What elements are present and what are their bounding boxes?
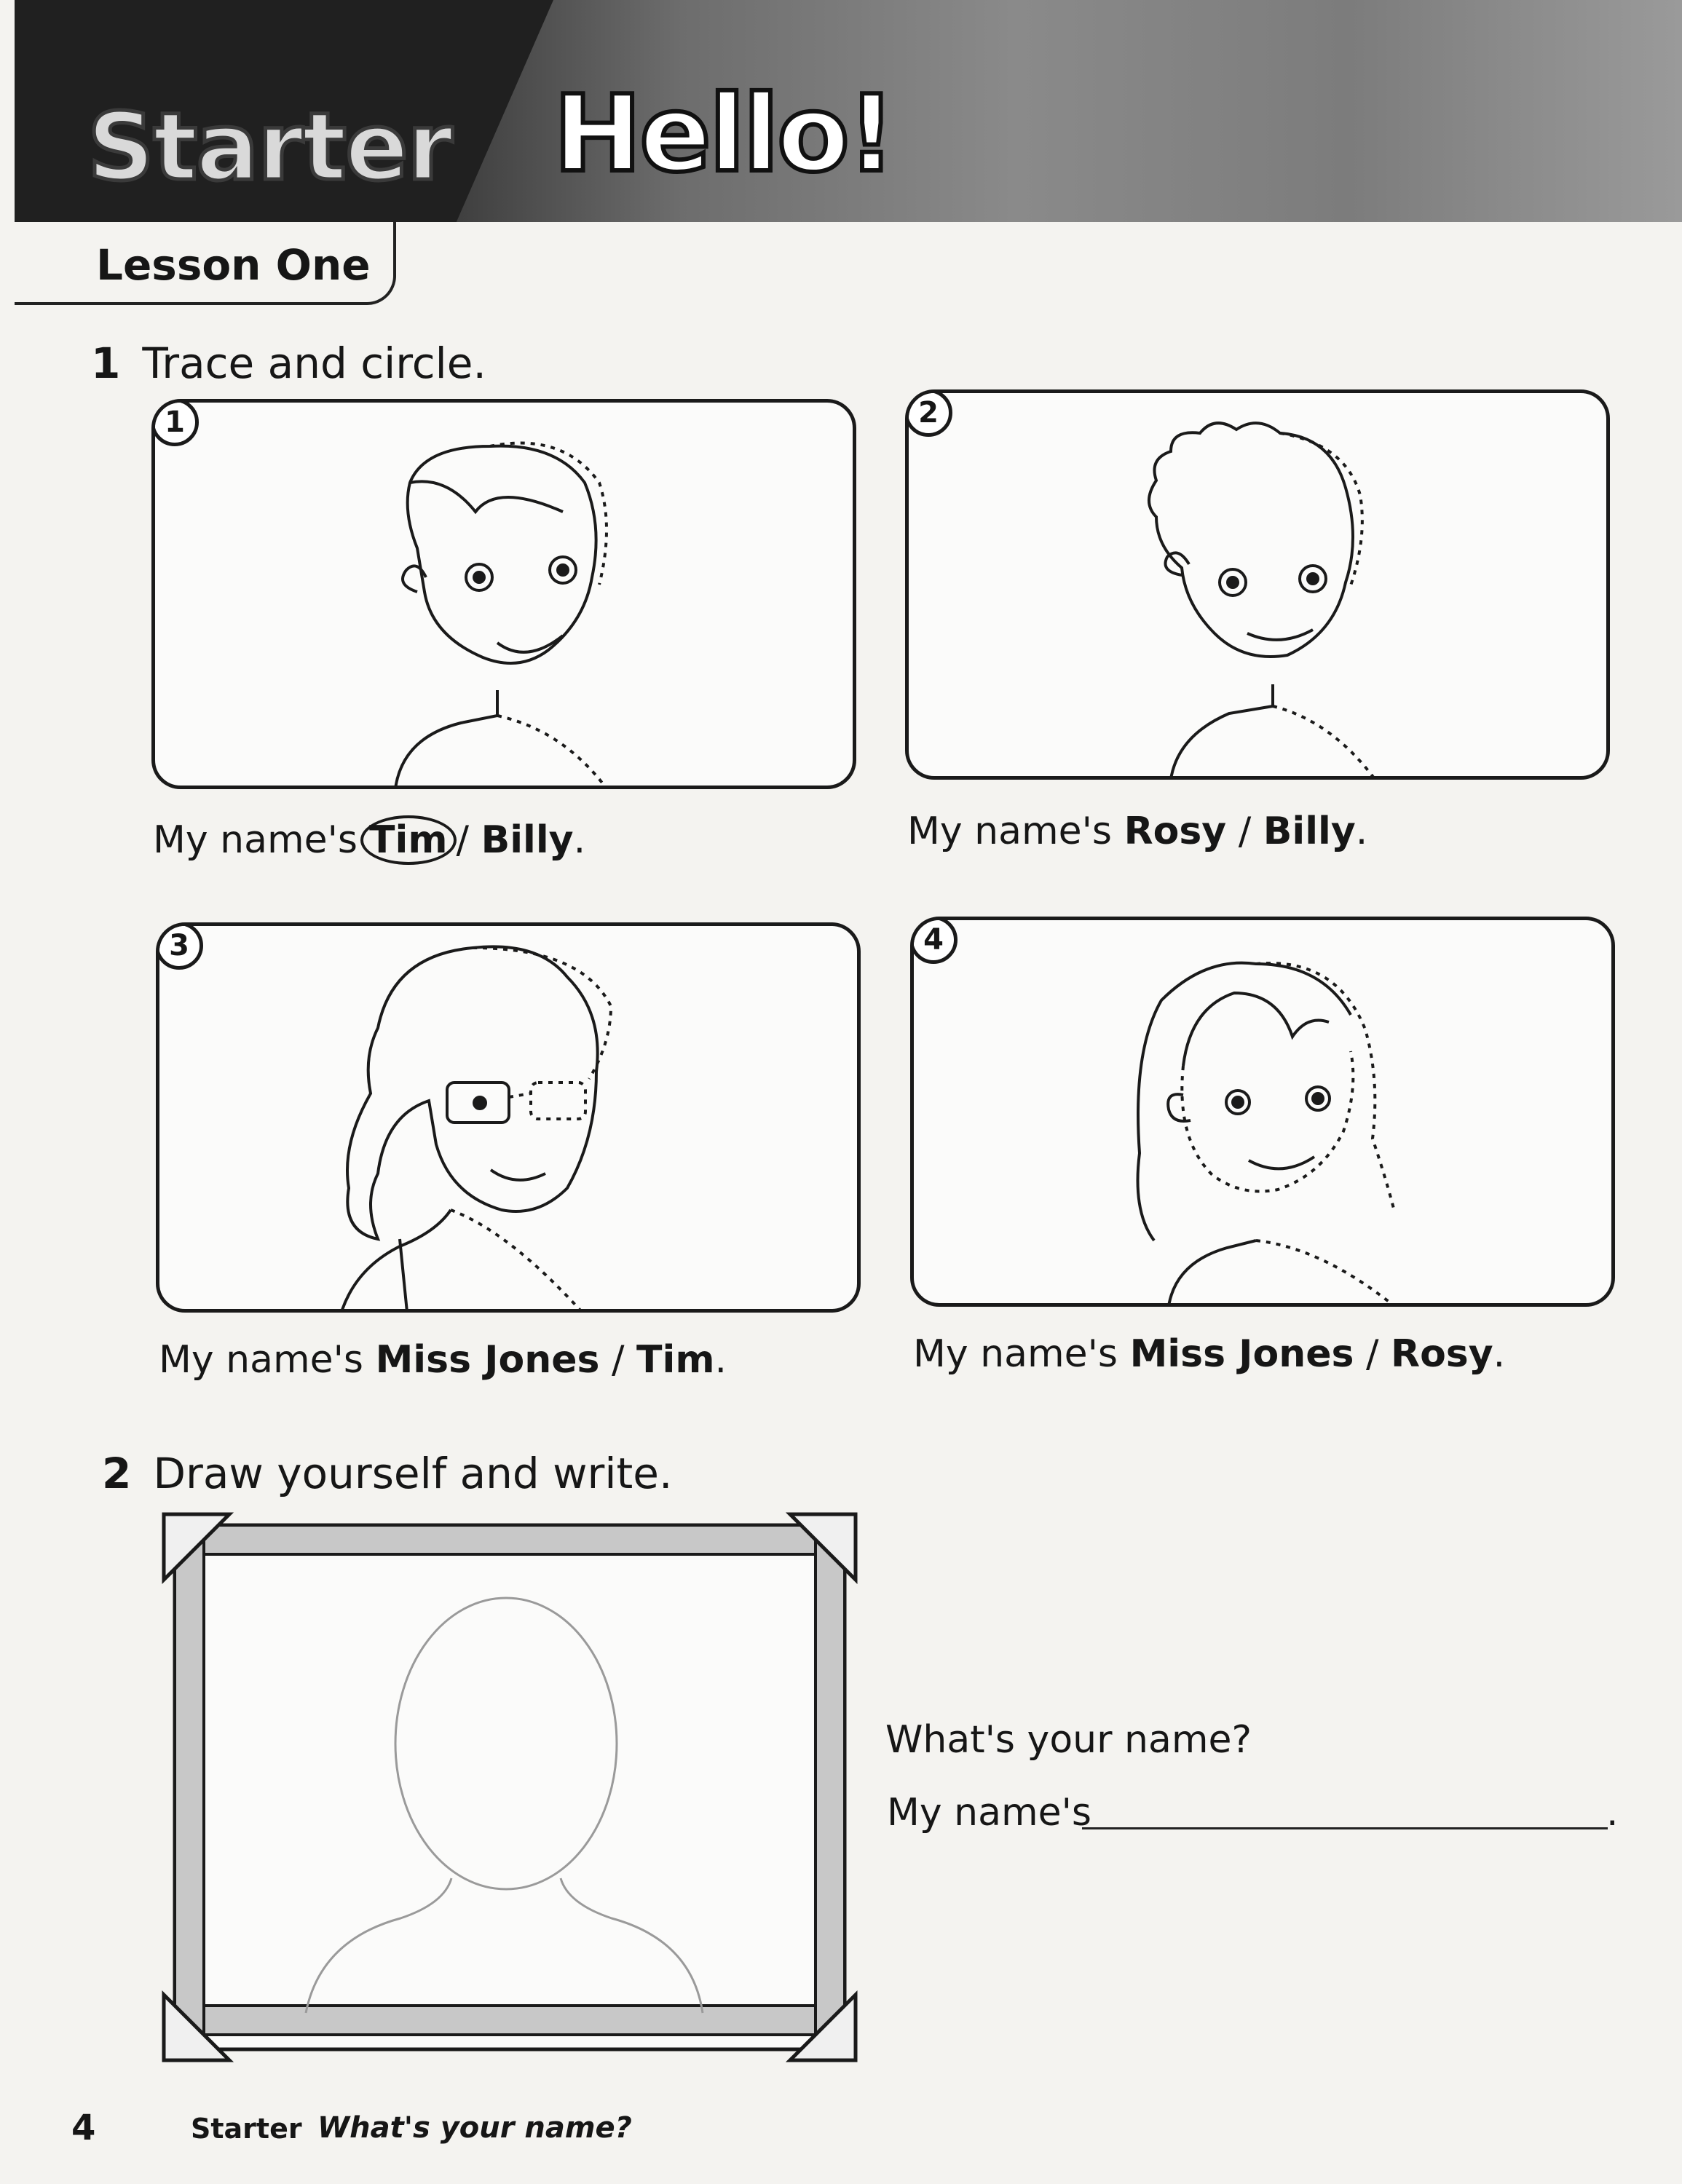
caption-4-end: . [1493,1332,1506,1376]
panel-number-4: 4 [910,917,958,964]
boy-tim-illustration [155,403,856,789]
panel-number-1: 1 [151,399,199,446]
caption-4-separator: / [1354,1332,1391,1376]
footer-unit: Starter [191,2113,302,2145]
caption-3-option-a[interactable]: Miss Jones [375,1338,600,1382]
page-number: 4 [71,2108,96,2148]
unit-title: Starter [87,93,451,202]
exercise-1-instruction: Trace and circle. [142,339,486,388]
boy-billy-illustration [909,393,1610,780]
caption-1 [153,815,585,865]
picture-panel-4 [910,917,1615,1307]
exercise-1-number: 1 [91,339,121,388]
caption-1-prefix: My name's [153,818,358,862]
drawing-frame[interactable] [160,1511,859,2064]
caption-3-prefix: My name's [159,1338,364,1382]
name-answer-line[interactable] [1082,1827,1608,1829]
caption-3-option-b[interactable]: Tim [636,1338,715,1382]
answer-prefix: My name's [887,1791,1092,1835]
caption-3-separator: / [599,1338,637,1382]
caption-2-separator: / [1226,810,1263,853]
picture-panel-2 [905,389,1610,780]
exercise-1-heading [91,339,486,388]
girl-rosy-illustration [914,920,1615,1307]
page-title: Hello! [553,73,893,196]
caption-4-prefix: My name's [913,1332,1118,1376]
caption-2-option-a[interactable]: Rosy [1124,810,1227,853]
caption-2-option-b[interactable]: Billy [1263,810,1356,853]
woman-miss-jones-illustration [159,926,861,1313]
caption-4 [913,1332,1505,1376]
caption-3 [159,1338,727,1382]
picture-panel-1 [151,399,856,789]
lesson-label: Lesson One [96,240,371,290]
caption-1-option-a-circled[interactable]: Tim [360,815,456,865]
panel-number-3: 3 [156,922,203,970]
caption-2-prefix: My name's [907,810,1113,853]
caption-1-separator: / [456,818,470,862]
caption-3-end: . [714,1338,727,1382]
caption-4-option-a[interactable]: Miss Jones [1129,1332,1354,1376]
question-text: What's your name? [885,1718,1252,1762]
footer-title: What's your name? [317,2111,632,2145]
answer-period: . [1606,1791,1619,1835]
caption-2 [907,810,1367,853]
caption-2-end: . [1355,810,1368,853]
picture-panel-3 [156,922,861,1313]
caption-1-end: . [573,818,586,862]
exercise-2-heading [102,1449,672,1498]
exercise-2-number: 2 [102,1449,132,1498]
exercise-2-instruction: Draw yourself and write. [153,1449,673,1498]
panel-number-2: 2 [905,389,952,437]
caption-1-option-b[interactable]: Billy [481,818,574,862]
caption-4-option-b[interactable]: Rosy [1391,1332,1493,1376]
